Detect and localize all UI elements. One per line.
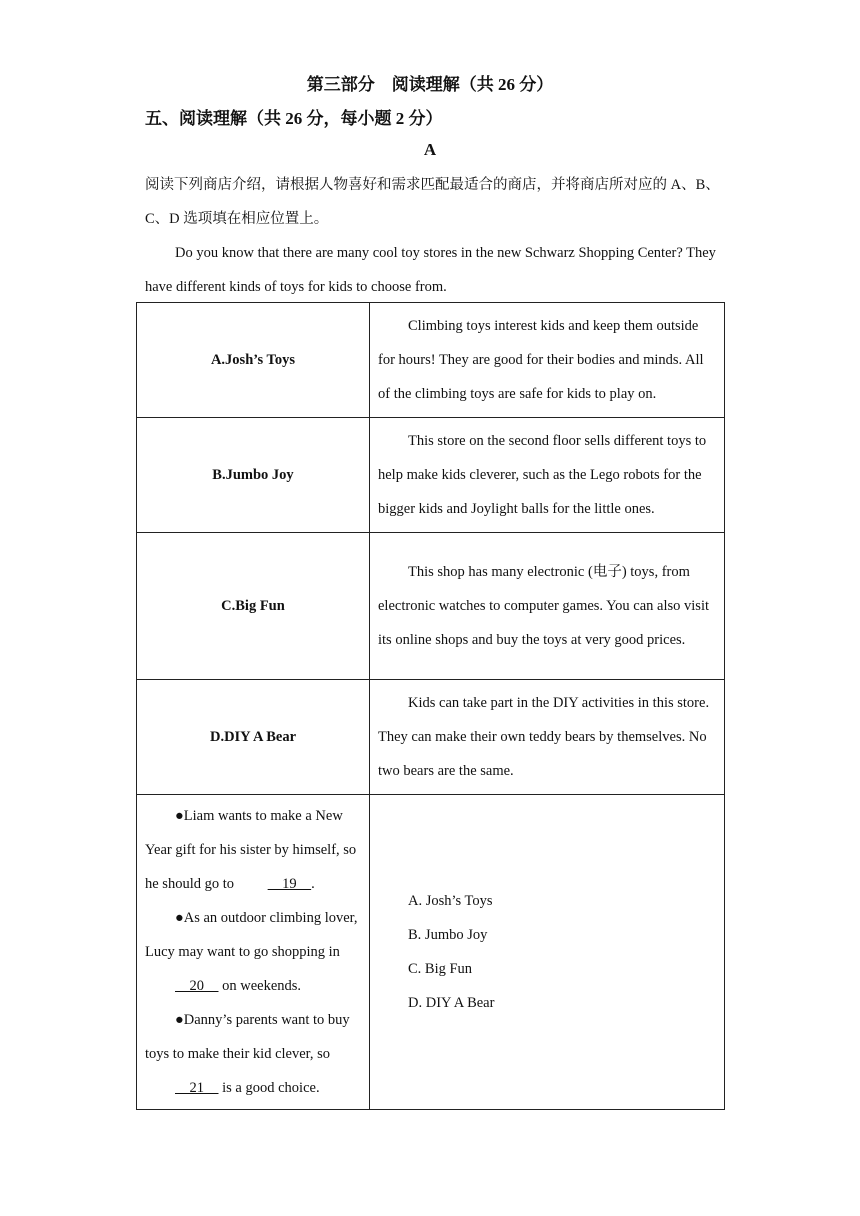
- answer-blank[interactable]: 19: [267, 876, 312, 892]
- question-item: [145, 799, 361, 901]
- question-text: ●Liam wants to make a New Year gift for his sister by himself, so he should go to: [145, 808, 357, 892]
- intro-paragraph: Do you know that there are many cool toy stores in the new Schwarz Shopping Center? They have different kinds of toys for kids to choose from.: [145, 245, 716, 295]
- store-name: B.Jumbo Joy: [137, 418, 370, 533]
- options-cell: [370, 795, 725, 1110]
- store-name: D.DIY A Bear: [137, 680, 370, 795]
- passage-letter: A: [423, 140, 437, 159]
- store-row: [137, 533, 725, 680]
- question-text: is a good choice.: [218, 1080, 320, 1096]
- option-item: A. Josh’s Toys: [408, 893, 493, 909]
- question-text: .: [311, 876, 315, 892]
- question-row: [137, 795, 725, 1110]
- answer-blank[interactable]: 20: [175, 978, 219, 994]
- question-item: [145, 901, 361, 1003]
- instructions-text: 阅读下列商店介绍，请根据人物喜好和需求匹配最适合的商店，并将商店所对应的 A、B、C、D 选项填在相应位置上。: [145, 177, 720, 227]
- option-item: D. DIY A Bear: [408, 995, 495, 1011]
- question-text: on weekends.: [218, 978, 302, 994]
- questions-cell: [137, 795, 370, 1110]
- option-item: C. Big Fun: [408, 961, 473, 977]
- store-description: Kids can take part in the DIY activities in this store. They can make their own teddy bears by themselves. No two bears are the same.: [370, 680, 725, 795]
- answer-blank[interactable]: 21: [175, 1080, 219, 1096]
- store-description: This store on the second floor sells different toys to help make kids cleverer, such as the Lego robots for the bigger kids and Joylight balls for the little ones.: [370, 418, 725, 533]
- store-row: [137, 680, 725, 795]
- store-name: C.Big Fun: [137, 533, 370, 680]
- store-name: A.Josh’s Toys: [137, 303, 370, 418]
- question-text: ●As an outdoor climbing lover, Lucy may want to go shopping in: [145, 910, 358, 960]
- question-item: [145, 1003, 361, 1105]
- option-item: B. Jumbo Joy: [408, 927, 488, 943]
- store-description: This shop has many electronic (电子) toys, from electronic watches to computer games. You can also visit its online shops and buy the toys at very good prices.: [370, 533, 725, 680]
- store-description: Climbing toys interest kids and keep them outside for hours! They are good for their bodies and minds. All of the climbing toys are safe for kids to play on.: [370, 303, 725, 418]
- part-title: 第三部分 阅读理解（共 26 分）: [306, 75, 554, 94]
- section-title: 五、阅读理解（共 26 分，每小题 2 分）: [145, 109, 443, 128]
- store-table: [136, 302, 725, 1110]
- store-row: [137, 303, 725, 418]
- store-row: [137, 418, 725, 533]
- question-text: ●Danny’s parents want to buy toys to make their kid clever, so: [145, 1012, 350, 1062]
